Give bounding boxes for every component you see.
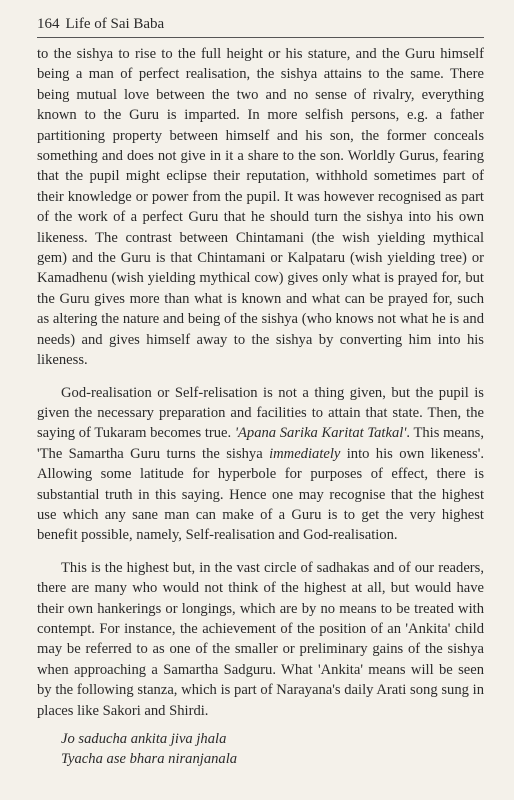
paragraph-2 [37, 383, 484, 546]
paragraph-2-text-c: into his own likeness'. Allowing some latitude for hyperbole for purposes of effect, there is substantial truth in this saying. Hence one may recognise that the highest use which any sane man can make of a Guru is to get the very highest benefit possible, namely, Self-realisation and God-realisation. [37, 445, 484, 544]
emphasis-immediately: immediately [269, 445, 341, 462]
paragraph-1 [37, 44, 484, 371]
paragraph-2-text-a: God-realisation or Self-relisation is not a thing given, but the pupil is given the necessary preparation and facilities to attain that state. Then, the saying of Tukaram becomes true. [37, 384, 484, 442]
arati-verse [61, 729, 484, 770]
running-head [37, 14, 484, 38]
paragraph-1-text: to the sishya to rise to the full height or his stature, and the Guru himself being a man of perfect realisation, the sishya attains to the same. There being mutual love between the two and no sense of rivalry, everything known to the Guru is imparted. In more selfish persons, e.g. a father partitioning property between himself and his son, the former conceals something and does not give in it a share to the son. Worldly Gurus, fearing that the pupil might eclipse their reputation, withhold sometimes part of their knowledge or power from the pupil. It was however recognised as part of the work of a perfect Guru that he should turn the sishya into his own likeness. The contrast between Chintamani (the wish yielding mythical gem) and the Guru is that Chintamani or Kalpataru (wish yielding tree) or Kamadhenu (wish yielding mythical cow) gives only what is prayed for, but the Guru gives more than what is known and what can be prayed for, such as altering the nature and being of the sishya (who knows not what he is and needs) and gives himself away to the sishya by converting him into his likeness. [37, 46, 484, 369]
paragraph-3-text: This is the highest but, in the vast circle of sadhakas and of our readers, there are many who would not think of the highest at all, but would have their own hankerings or longings, which are by no means to be treated with contempt. For instance, the achievement of the position of an 'Ankita' child may be referred to as one of the smaller or preliminary gains of the sishya when approaching a Samartha Sadguru. What 'Ankita' means will be seen by the following stanza, which is part of Narayana's daily Arati song sung in places like Sakori and Shirdi. [37, 559, 484, 719]
page-number: 164 [37, 16, 60, 32]
paragraph-2-text-b: . This means, 'The Samartha Guru turns the sishya [37, 425, 485, 462]
running-title: Life of Sai Baba [65, 16, 165, 32]
tukaram-saying: 'Apana Sarika Karitat Tatkal' [234, 425, 407, 442]
verse-line-2: Tyacha ase bhara niranjanala [61, 751, 238, 768]
body-text [37, 44, 484, 770]
paragraph-3 [37, 558, 484, 721]
verse-line-1: Jo saducha ankita jiva jhala [61, 731, 227, 747]
